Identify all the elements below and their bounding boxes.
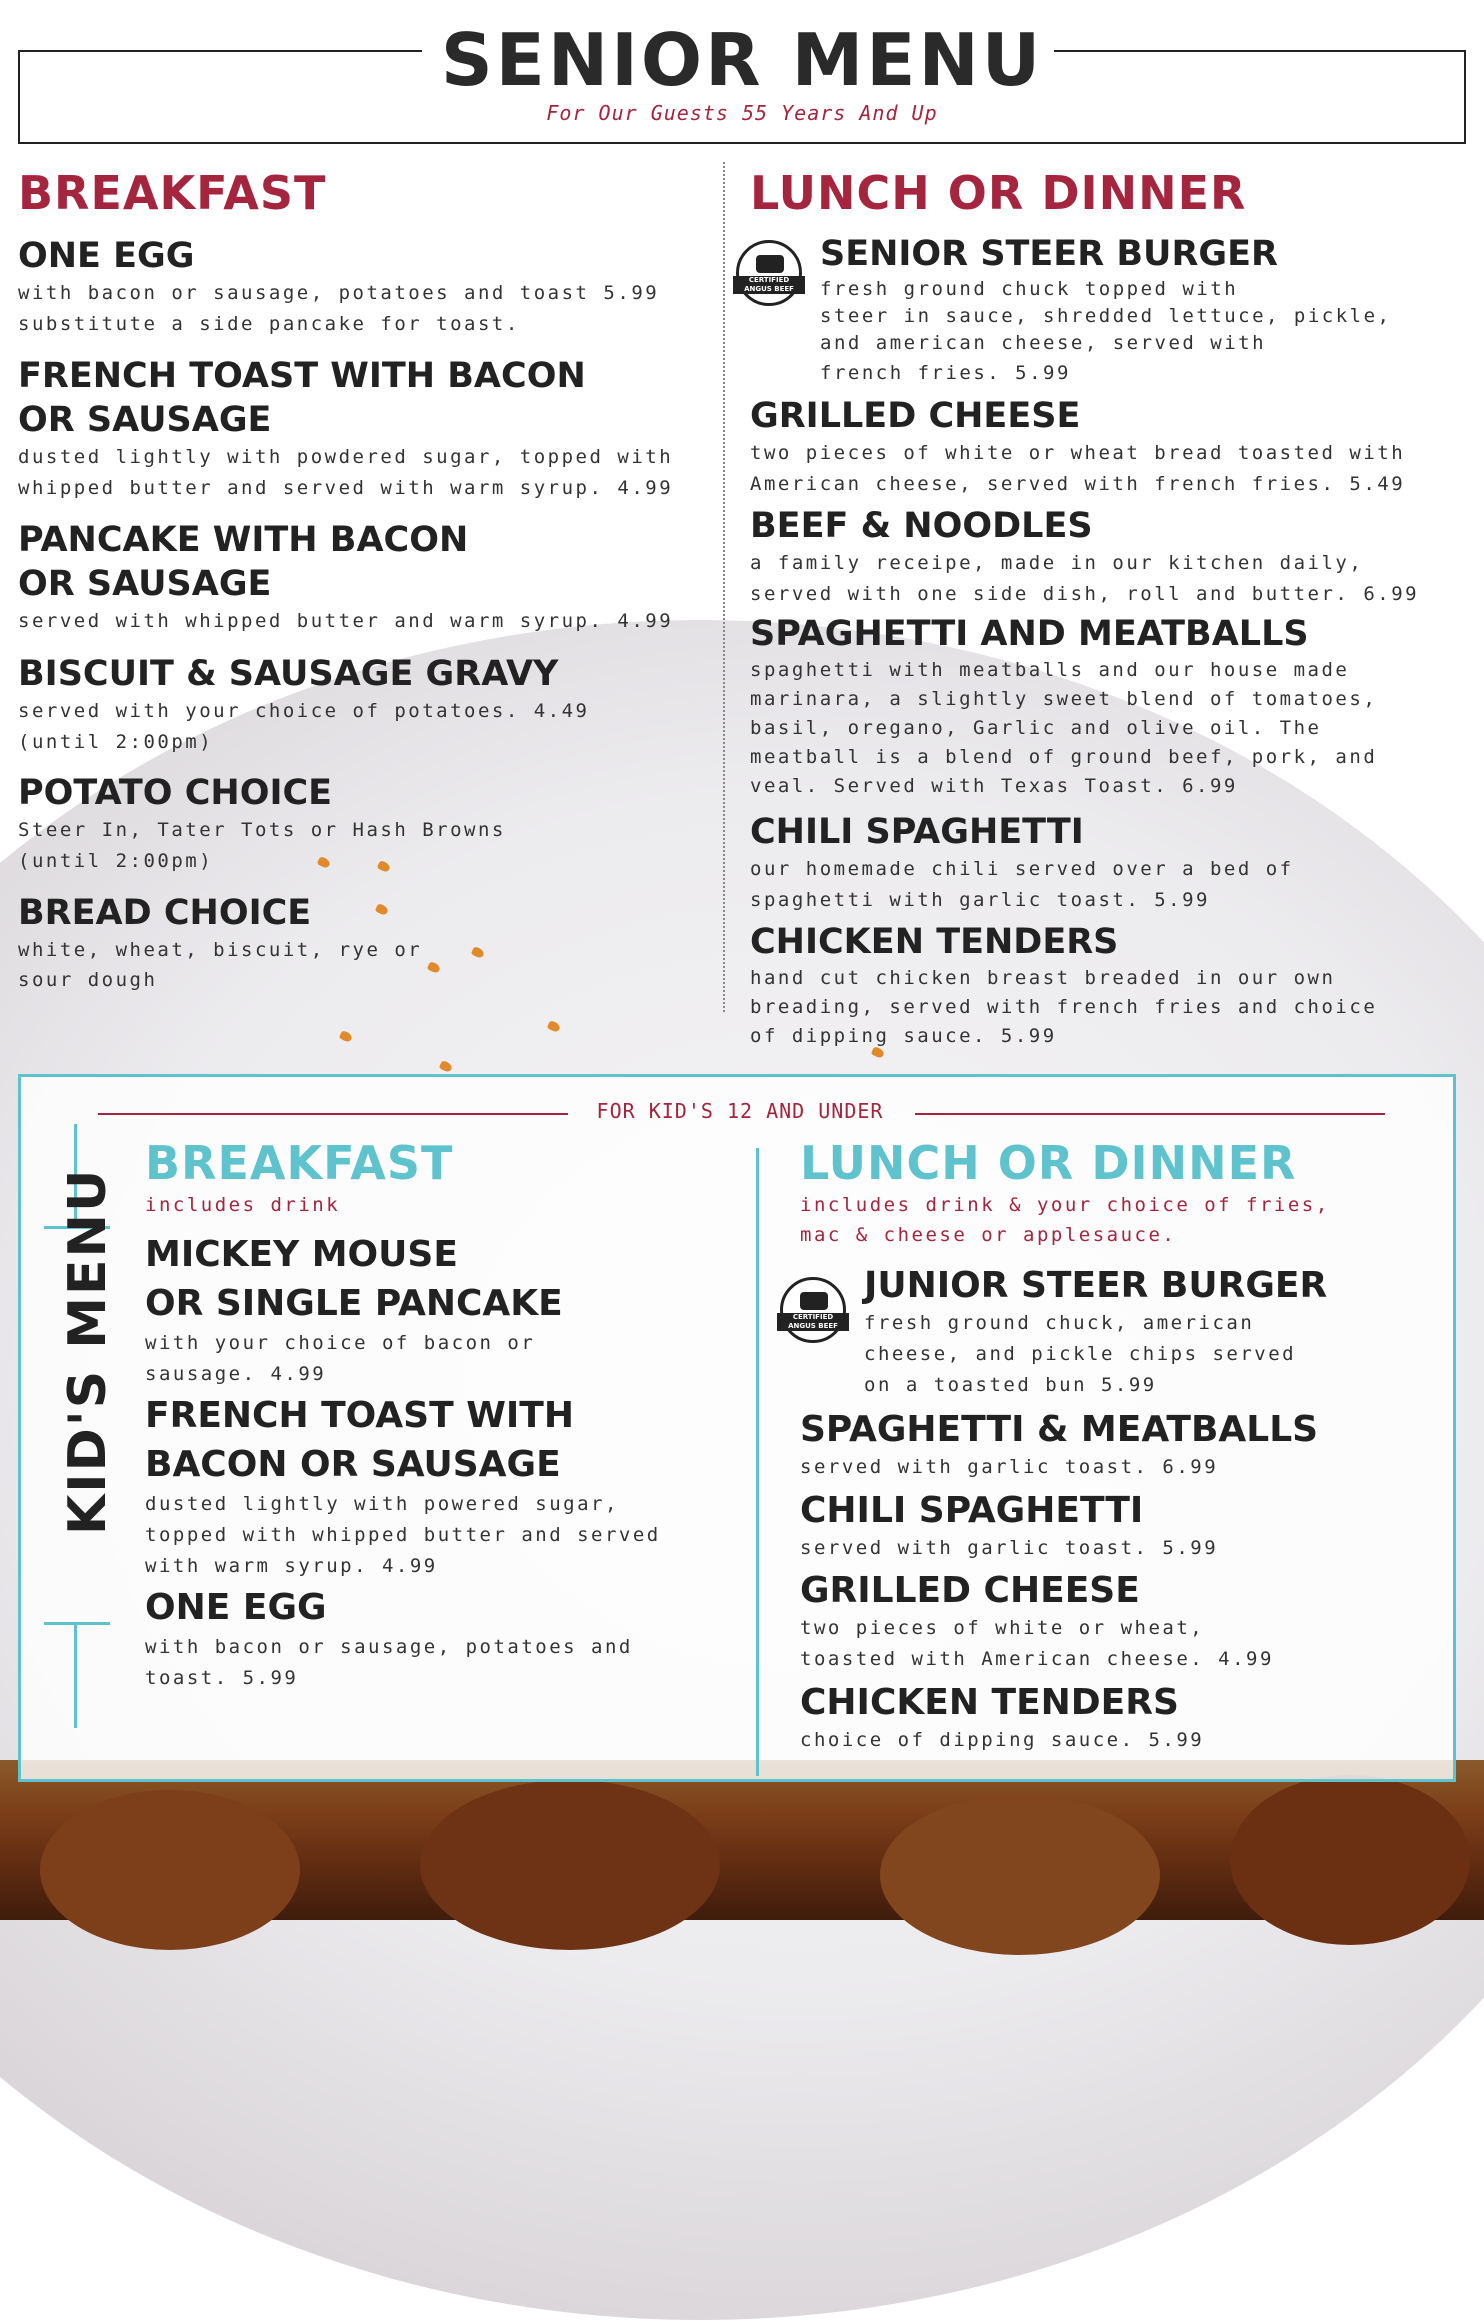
kids-item-chili-spaghetti bbox=[800, 1489, 1440, 1564]
menu-item-grilled-cheese bbox=[750, 394, 1460, 500]
menu-item-pancake bbox=[18, 518, 718, 637]
kids-breakfast-section bbox=[145, 1136, 745, 1220]
senior-lunch-section bbox=[750, 166, 1450, 220]
menu-item-spaghetti-meatballs bbox=[750, 612, 1460, 801]
item-desc: served with your choice of potatoes. 4.49 bbox=[18, 700, 590, 722]
item-desc: with bacon or sausage, potatoes and bbox=[145, 1636, 633, 1658]
item-name: GRILLED CHEESE bbox=[800, 1570, 1140, 1611]
senior-lunch-title: LUNCH OR DINNER bbox=[750, 166, 1247, 220]
cow-icon bbox=[800, 1292, 828, 1310]
item-desc: sausage. 4.99 bbox=[145, 1363, 327, 1385]
item-desc: topped with whipped butter and served bbox=[145, 1524, 661, 1546]
item-desc: served with garlic toast. 5.99 bbox=[800, 1537, 1219, 1559]
kids-tag-rule-left bbox=[98, 1113, 568, 1115]
item-desc: basil, oregano, Garlic and olive oil. The bbox=[750, 717, 1322, 739]
item-name: JUNIOR STEER BURGER bbox=[864, 1265, 1328, 1306]
menu-item-beef-noodles bbox=[750, 504, 1460, 610]
item-desc: breading, served with french fries and choice bbox=[750, 996, 1378, 1018]
item-name: OR SAUSAGE bbox=[18, 564, 272, 604]
menu-item-biscuit-gravy bbox=[18, 652, 718, 758]
senior-breakfast-section bbox=[18, 166, 708, 220]
item-name: GRILLED CHEESE bbox=[750, 396, 1081, 436]
certified-angus-beef-logo: CERTIFIED ANGUS BEEF bbox=[780, 1277, 846, 1343]
kids-column-divider bbox=[756, 1148, 759, 1776]
item-desc: two pieces of white or wheat, bbox=[800, 1617, 1205, 1639]
kids-item-one-egg bbox=[145, 1583, 745, 1694]
item-desc: steer in sauce, shredded lettuce, pickle, bbox=[820, 305, 1392, 327]
kids-tag-rule-right bbox=[915, 1113, 1385, 1115]
item-name: BREAD CHOICE bbox=[18, 893, 312, 933]
item-desc: spaghetti with garlic toast. 5.99 bbox=[750, 889, 1210, 911]
item-name: OR SINGLE PANCAKE bbox=[145, 1283, 563, 1324]
menu-item-chicken-tenders bbox=[750, 920, 1460, 1051]
kids-age-tag: FOR KID'S 12 AND UNDER bbox=[596, 1099, 884, 1123]
kids-breakfast-note: includes drink bbox=[145, 1194, 341, 1216]
item-desc: toasted with American cheese. 4.99 bbox=[800, 1648, 1274, 1670]
kids-item-spaghetti-meatballs bbox=[800, 1408, 1440, 1483]
menu-item-senior-steer-burger bbox=[820, 232, 1460, 389]
item-desc: American cheese, served with french fries. 5.49 bbox=[750, 473, 1406, 495]
item-desc: toast. 5.99 bbox=[145, 1667, 299, 1689]
item-desc: meatball is a blend of ground beef, pork, and bbox=[750, 746, 1378, 768]
background-meatballs-photo bbox=[0, 1760, 1484, 1920]
item-desc: fresh ground chuck, american bbox=[864, 1312, 1255, 1334]
kids-breakfast-title: BREAKFAST bbox=[145, 1136, 454, 1190]
kids-item-french-toast bbox=[145, 1391, 745, 1582]
cow-icon bbox=[756, 255, 784, 273]
item-name: CHILI SPAGHETTI bbox=[750, 812, 1084, 852]
item-desc: choice of dipping sauce. 5.99 bbox=[800, 1729, 1205, 1751]
menu-item-chili-spaghetti bbox=[750, 810, 1460, 916]
item-name: CHICKEN TENDERS bbox=[800, 1682, 1179, 1723]
item-desc: and american cheese, served with bbox=[820, 332, 1267, 354]
item-desc: marinara, a slightly sweet blend of tomatoes, bbox=[750, 688, 1378, 710]
item-name: ONE EGG bbox=[145, 1587, 327, 1628]
item-name: BACON OR SAUSAGE bbox=[145, 1444, 561, 1485]
item-desc: with bacon or sausage, potatoes and toast 5.99 bbox=[18, 282, 660, 304]
kids-item-junior-steer-burger bbox=[864, 1264, 1444, 1401]
item-desc: our homemade chili served over a bed of bbox=[750, 858, 1294, 880]
menu-item-one-egg bbox=[18, 234, 718, 340]
item-name: POTATO CHOICE bbox=[18, 773, 333, 813]
item-desc: (until 2:00pm) bbox=[18, 850, 214, 872]
item-desc: served with garlic toast. 6.99 bbox=[800, 1456, 1219, 1478]
item-desc: hand cut chicken breast breaded in our own bbox=[750, 967, 1336, 989]
page-title: SENIOR MENU bbox=[440, 18, 1044, 102]
item-desc: two pieces of white or wheat bread toasted with bbox=[750, 442, 1406, 464]
item-desc: served with one side dish, roll and butter. 6.99 bbox=[750, 583, 1420, 605]
item-desc: with warm syrup. 4.99 bbox=[145, 1555, 438, 1577]
item-desc: on a toasted bun 5.99 bbox=[864, 1374, 1157, 1396]
item-desc: cheese, and pickle chips served bbox=[864, 1343, 1297, 1365]
kids-item-mickey-pancake bbox=[145, 1230, 745, 1390]
item-desc: a family receipe, made in our kitchen daily, bbox=[750, 552, 1364, 574]
item-desc: (until 2:00pm) bbox=[18, 731, 214, 753]
item-desc: sour dough bbox=[18, 969, 158, 991]
item-desc: substitute a side pancake for toast. bbox=[18, 313, 520, 335]
kids-lunch-title: LUNCH OR DINNER bbox=[800, 1136, 1297, 1190]
senior-breakfast-title: BREAKFAST bbox=[18, 166, 327, 220]
item-name: CHICKEN TENDERS bbox=[750, 922, 1119, 962]
item-name: SPAGHETTI AND MEATBALLS bbox=[750, 614, 1309, 654]
item-desc: with your choice of bacon or bbox=[145, 1332, 536, 1354]
kids-lunch-section bbox=[800, 1136, 1440, 1250]
item-name: PANCAKE WITH BACON bbox=[18, 520, 469, 560]
page-subtitle: For Our Guests 55 Years And Up bbox=[546, 101, 938, 125]
kids-item-chicken-tenders bbox=[800, 1681, 1440, 1756]
item-name: CHILI SPAGHETTI bbox=[800, 1490, 1144, 1531]
item-desc: spaghetti with meatballs and our house made bbox=[750, 659, 1350, 681]
menu-item-potato-choice bbox=[18, 771, 718, 877]
item-name: BISCUIT & SAUSAGE GRAVY bbox=[18, 654, 559, 694]
certified-angus-beef-logo: CERTIFIED ANGUS BEEF bbox=[736, 240, 802, 306]
item-desc: dusted lightly with powered sugar, bbox=[145, 1493, 619, 1515]
item-desc: fresh ground chuck topped with bbox=[820, 278, 1239, 300]
menu-item-french-toast bbox=[18, 354, 718, 504]
item-desc: veal. Served with Texas Toast. 6.99 bbox=[750, 775, 1238, 797]
item-desc: dusted lightly with powdered sugar, topped with bbox=[18, 446, 674, 468]
item-desc: Steer In, Tater Tots or Hash Browns bbox=[18, 819, 506, 841]
item-name: FRENCH TOAST WITH BACON bbox=[18, 356, 586, 396]
item-name: SENIOR STEER BURGER bbox=[820, 234, 1278, 274]
kids-item-grilled-cheese bbox=[800, 1569, 1440, 1675]
item-name: SPAGHETTI & MEATBALLS bbox=[800, 1409, 1319, 1450]
item-desc: served with whipped butter and warm syrup. 4.99 bbox=[18, 610, 674, 632]
item-name: ONE EGG bbox=[18, 236, 195, 276]
item-name: FRENCH TOAST WITH bbox=[145, 1395, 574, 1436]
kids-lunch-note: includes drink & your choice of fries, bbox=[800, 1194, 1330, 1216]
kids-lunch-note: mac & cheese or applesauce. bbox=[800, 1224, 1177, 1246]
item-name: MICKEY MOUSE bbox=[145, 1234, 458, 1275]
item-name: BEEF & NOODLES bbox=[750, 506, 1093, 546]
item-desc: french fries. 5.99 bbox=[820, 362, 1071, 384]
item-desc: whipped butter and served with warm syrup. 4.99 bbox=[18, 477, 674, 499]
item-name: OR SAUSAGE bbox=[18, 400, 272, 440]
menu-item-bread-choice bbox=[18, 891, 718, 995]
item-desc: white, wheat, biscuit, rye or bbox=[18, 939, 423, 961]
column-divider bbox=[723, 162, 725, 1012]
kids-menu-title: KID'S MENU bbox=[58, 1167, 118, 1535]
item-desc: of dipping sauce. 5.99 bbox=[750, 1025, 1057, 1047]
